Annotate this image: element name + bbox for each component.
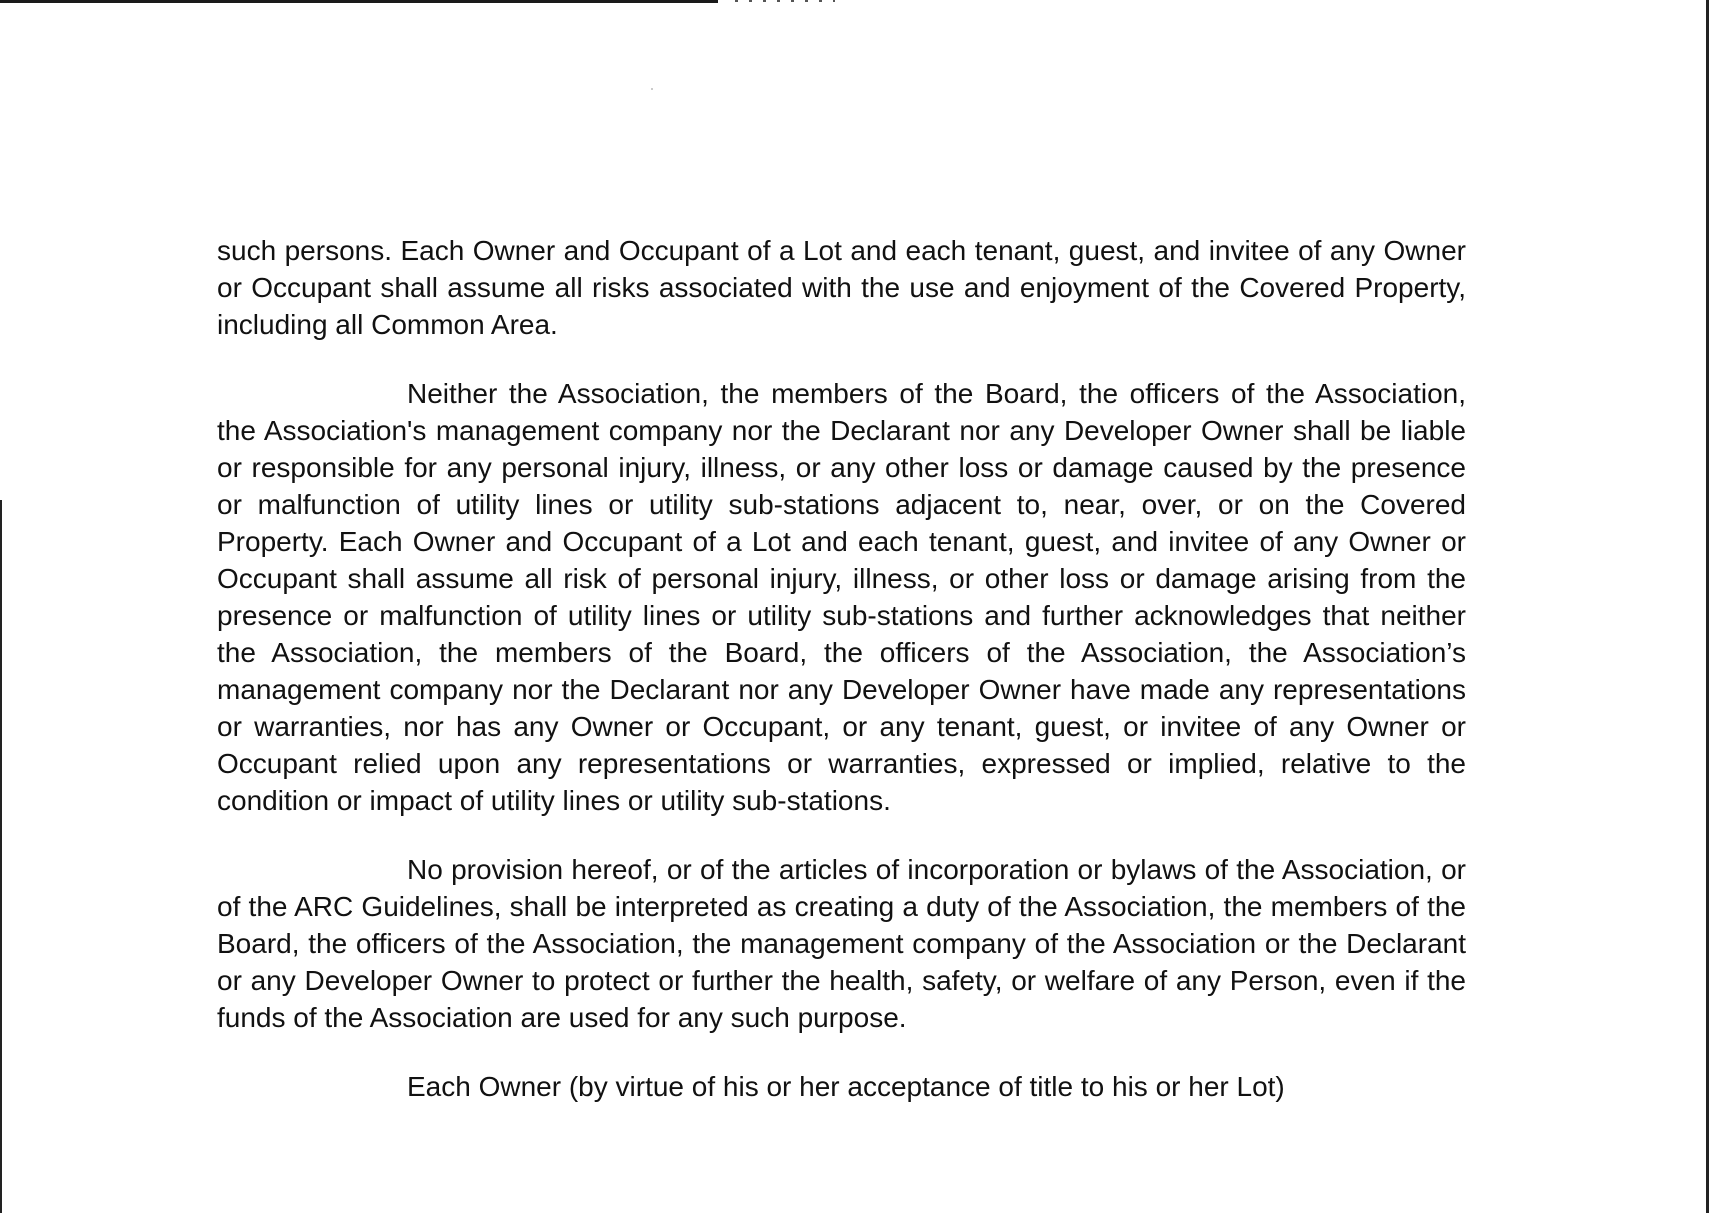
paragraph-no-duty: No provision hereof, or of the articles of incorporation or bylaws of the Association, or of the ARC Guidelines, shall be interpreted as creating a duty of the Association, the members of the Board, the officers of the Association, the management company of the Association or the Declarant or any Developer Owner to protect or further the health, safety, or welfare of any Person, even if the funds of the Association are used for any such purpose.	[217, 854, 1466, 1033]
scan-speck	[651, 88, 653, 90]
scan-dots-top	[735, 0, 835, 2]
paragraph-owner-acceptance: Each Owner (by virtue of his or her acceptance of title to his or her Lot)	[407, 1071, 1285, 1102]
document-body	[217, 232, 1466, 1137]
paragraph-utility-liability: Neither the Association, the members of the Board, the officers of the Association, the Association's management company nor the Declarant nor any Developer Owner shall be liable or responsible for any personal injury, illness, or any other loss or damage caused by the presence or malfunction of utility lines or utility sub-stations adjacent to, near, over, or on the Covered Property. Each Owner and Occupant of a Lot and each tenant, guest, and invitee of any Owner or Occupant shall assume all risk of personal injury, illness, or other loss or damage arising from the presence or malfunction of utility lines or utility sub-stations and further acknowledges that neither the Association, the members of the Board, the officers of the Association, the Association’s management company nor the Declarant nor any Developer Owner have made any representations or warranties, nor has any Owner or Occupant, or any tenant, guest, or invitee of any Owner or Occupant relied upon any representations or warranties, expressed or implied, relative to the condition or impact of utility lines or utility sub-stations.	[217, 378, 1466, 816]
scan-border-top	[0, 0, 718, 3]
paragraph-continuation: such persons. Each Owner and Occupant of a Lot and each tenant, guest, and invitee of any Owner or Occupant shall assume all risks associated with the use and enjoyment of the Covered Property, including all Common Area.	[217, 235, 1466, 340]
scan-border-left	[0, 500, 2, 1213]
